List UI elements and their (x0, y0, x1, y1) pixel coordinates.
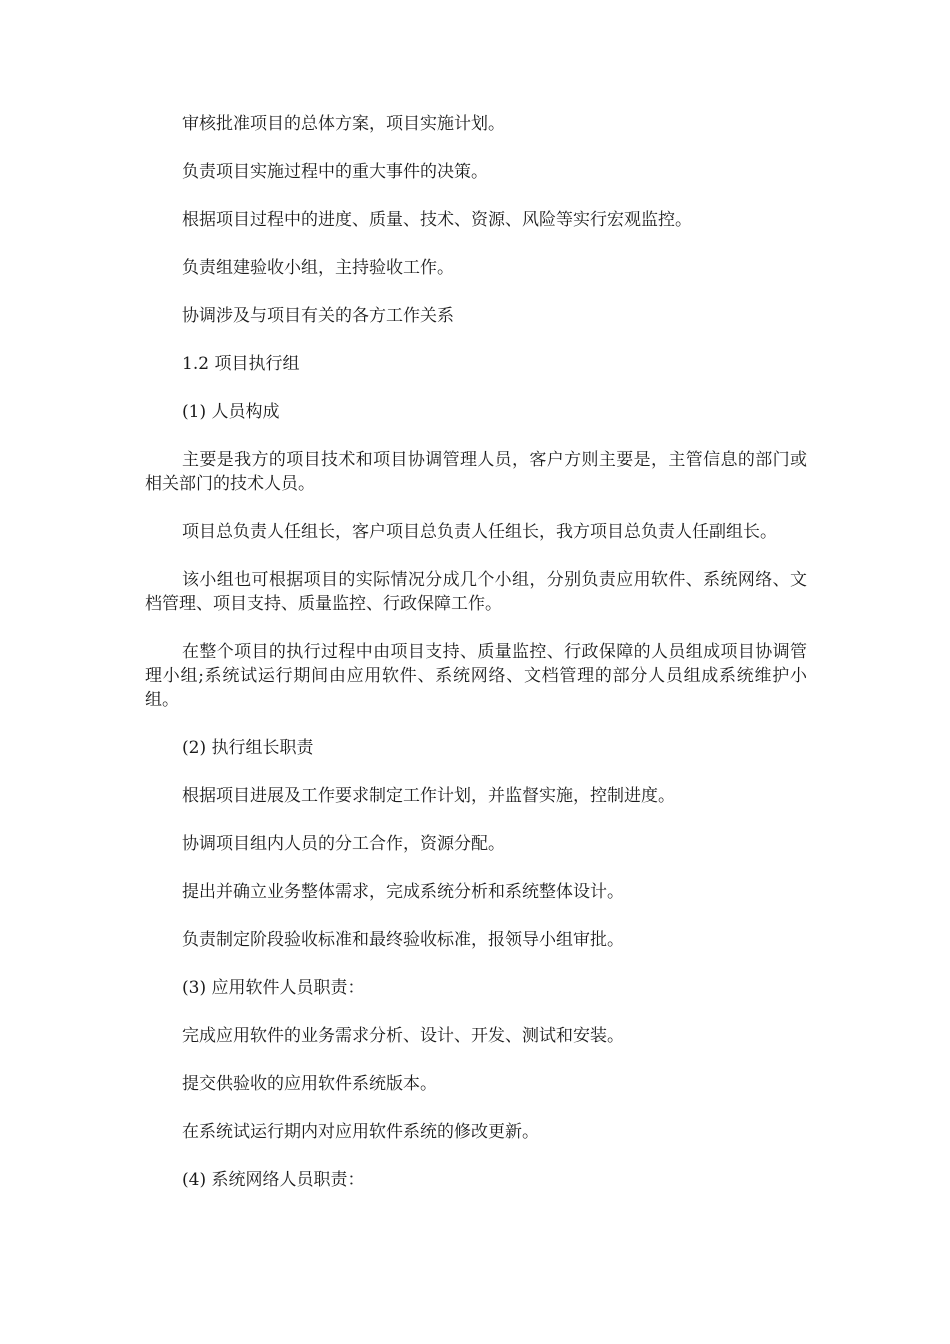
paragraph: 根据项目进展及工作要求制定工作计划，并监督实施，控制进度。 (182, 786, 675, 806)
paragraph: 审核批准项目的总体方案，项目实施计划。 (182, 114, 505, 134)
subsection-heading: (2) 执行组长职责 (182, 738, 314, 758)
section-heading: 1.2 项目执行组 (182, 354, 300, 374)
subsection-heading: (1) 人员构成 (182, 402, 280, 422)
paragraph: 负责项目实施过程中的重大事件的决策。 (182, 162, 488, 182)
paragraph: 在系统试运行期内对应用软件系统的修改更新。 (182, 1122, 539, 1142)
paragraph: 负责制定阶段验收标准和最终验收标准，报领导小组审批。 (182, 930, 624, 950)
paragraph: 该小组也可根据项目的实际情况分成几个小组，分别负责应用软件、系统网络、文档管理、项目支持、质量监控、行政保障工作。 (145, 570, 807, 614)
paragraph: 在整个项目的执行过程中由项目支持、质量监控、行政保障的人员组成项目协调管理小组;系统试运行期间由应用软件、系统网络、文档管理的部分人员组成系统维护小组。 (145, 642, 807, 710)
paragraph: 项目总负责人任组长，客户项目总负责人任组长，我方项目总负责人任副组长。 (182, 522, 777, 542)
paragraph: 协调项目组内人员的分工合作，资源分配。 (182, 834, 505, 854)
paragraph: 提出并确立业务整体需求，完成系统分析和系统整体设计。 (182, 882, 624, 902)
paragraph: 根据项目过程中的进度、质量、技术、资源、风险等实行宏观监控。 (182, 210, 692, 230)
document-page (145, 112, 807, 1216)
paragraph: 提交供验收的应用软件系统版本。 (182, 1074, 437, 1094)
subsection-heading: (4) 系统网络人员职责： (182, 1170, 365, 1190)
paragraph: 协调涉及与项目有关的各方工作关系 (182, 306, 454, 326)
paragraph: 主要是我方的项目技术和项目协调管理人员，客户方则主要是，主管信息的部门或相关部门的技术人员。 (145, 450, 807, 494)
paragraph: 完成应用软件的业务需求分析、设计、开发、测试和安装。 (182, 1026, 624, 1046)
paragraph: 负责组建验收小组，主持验收工作。 (182, 258, 454, 278)
subsection-heading: (3) 应用软件人员职责： (182, 978, 365, 998)
